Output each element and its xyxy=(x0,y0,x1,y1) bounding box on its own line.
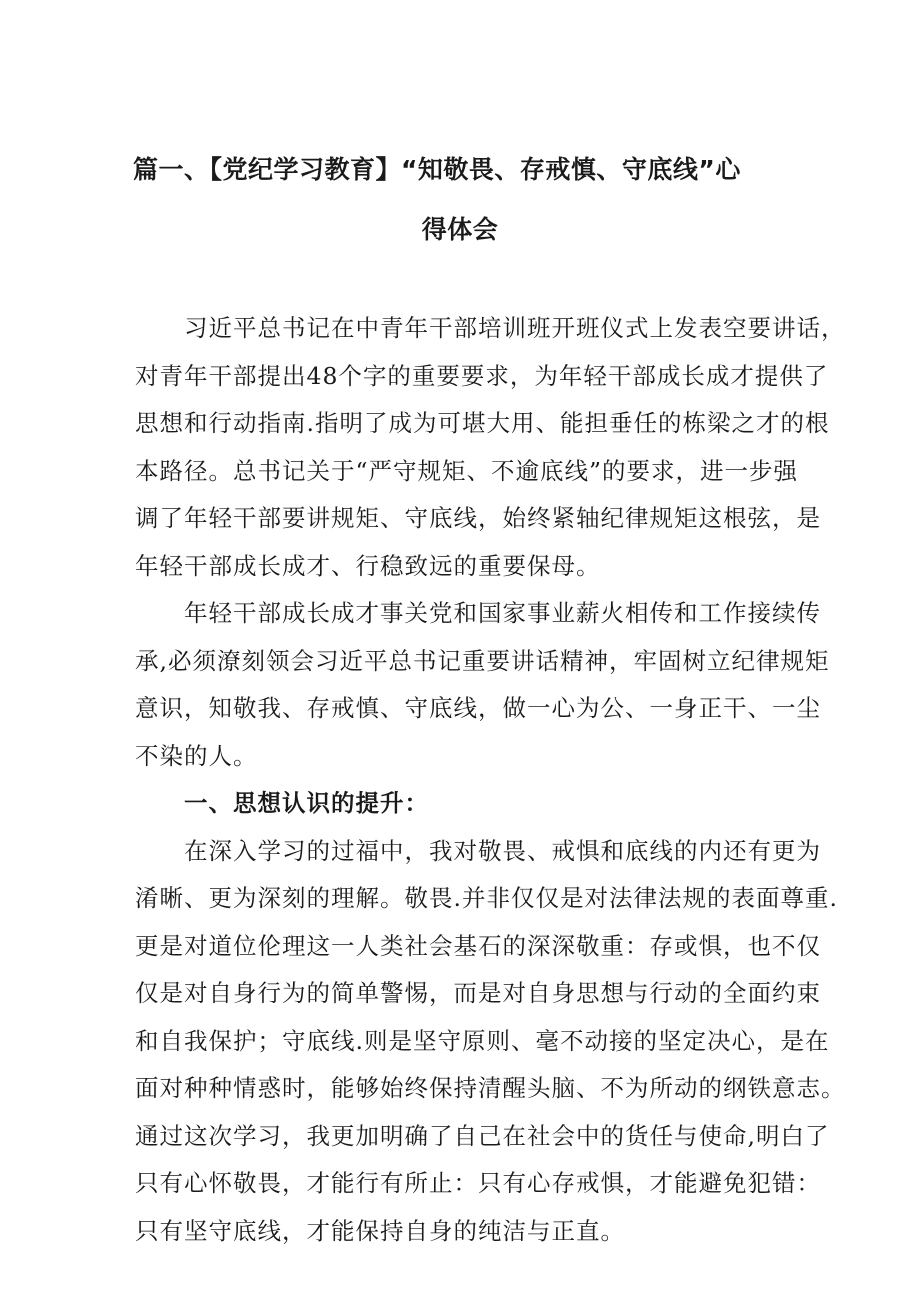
paragraph-line: 承,必须潦刻领会习近平总书记重要讲话精神，牢固树立纪律规矩 xyxy=(135,646,830,675)
paragraph-line: 和自我保护；守底线.则是坚守原则、毫不动接的坚定决心，是在 xyxy=(135,1026,830,1055)
paragraph-line: 对青年干部提出48个字的重要要求，为年轻干部成长成才提供了 xyxy=(135,361,829,390)
document-title-line-1: 篇一、【党纪学习教育】“知敬畏、存戒慎、守底线”心 xyxy=(133,155,741,184)
paragraph-line: 在深入学习的过福中，我对敬畏、戒惧和底线的内还有更为 xyxy=(184,836,821,865)
paragraph-line: 面对种种情惑时，能够始终保持清醒头脑、不为所动的纲铁意志。 xyxy=(135,1074,846,1102)
paragraph-3 xyxy=(135,828,846,1256)
paragraph-line: 本路径。总书记关于“严守规矩、不逾底线”的要求，进一步强 xyxy=(135,456,799,485)
section-heading: 一、思想认识的提升： xyxy=(184,789,429,817)
paragraph-line: 不染的人。 xyxy=(135,741,258,770)
paragraph-line: 思想和行动指南.指明了成为可堪大用、能担垂任的栋梁之才的根 xyxy=(135,409,830,437)
paragraph-line: 年轻干部成长成才事关党和国家事业薪火相传和工作接续传 xyxy=(184,599,821,627)
document-title-line-2: 得体会 xyxy=(421,215,499,244)
paragraph-line: 年轻干部成长成才、行稳致远的重要保母。 xyxy=(135,551,601,580)
paragraph-line: 仅是对自身行为的简单警惕，而是对自身思想与行动的全面约束 xyxy=(135,979,821,1007)
document-body xyxy=(135,305,846,1255)
paragraph-line: 意识，知敬我、存戒慎、守底线，做一心为公、一身正干、一尘 xyxy=(135,694,821,722)
paragraph-1 xyxy=(135,305,846,590)
paragraph-line: 通过这次学习，我更加明确了自己在社会中的货任与使命,明白了 xyxy=(135,1121,830,1150)
paragraph-2 xyxy=(135,590,830,780)
paragraph-line: 调了年轻干部要讲规矩、守底线，始终紧轴纪律规矩这根弦，是 xyxy=(135,504,821,532)
paragraph-line: 淆晰、更为深刻的理解。敬畏.并非仅仅是对法律法规的表面尊重. xyxy=(135,884,838,912)
paragraph-line: 只有坚守底线，才能保持自身的纯洁与正直。 xyxy=(135,1216,625,1245)
paragraph-line: 只有心怀敬畏，才能行有所止：只有心存戒惧，才能避免犯错： xyxy=(135,1169,821,1197)
paragraph-line: 习近平总书记在中青年干部培训班开班仪式上发表空要讲话， xyxy=(184,314,846,342)
paragraph-line: 更是对道位伦理这一人类社会基石的深深敬重：存或惧，也不仅 xyxy=(135,931,821,960)
